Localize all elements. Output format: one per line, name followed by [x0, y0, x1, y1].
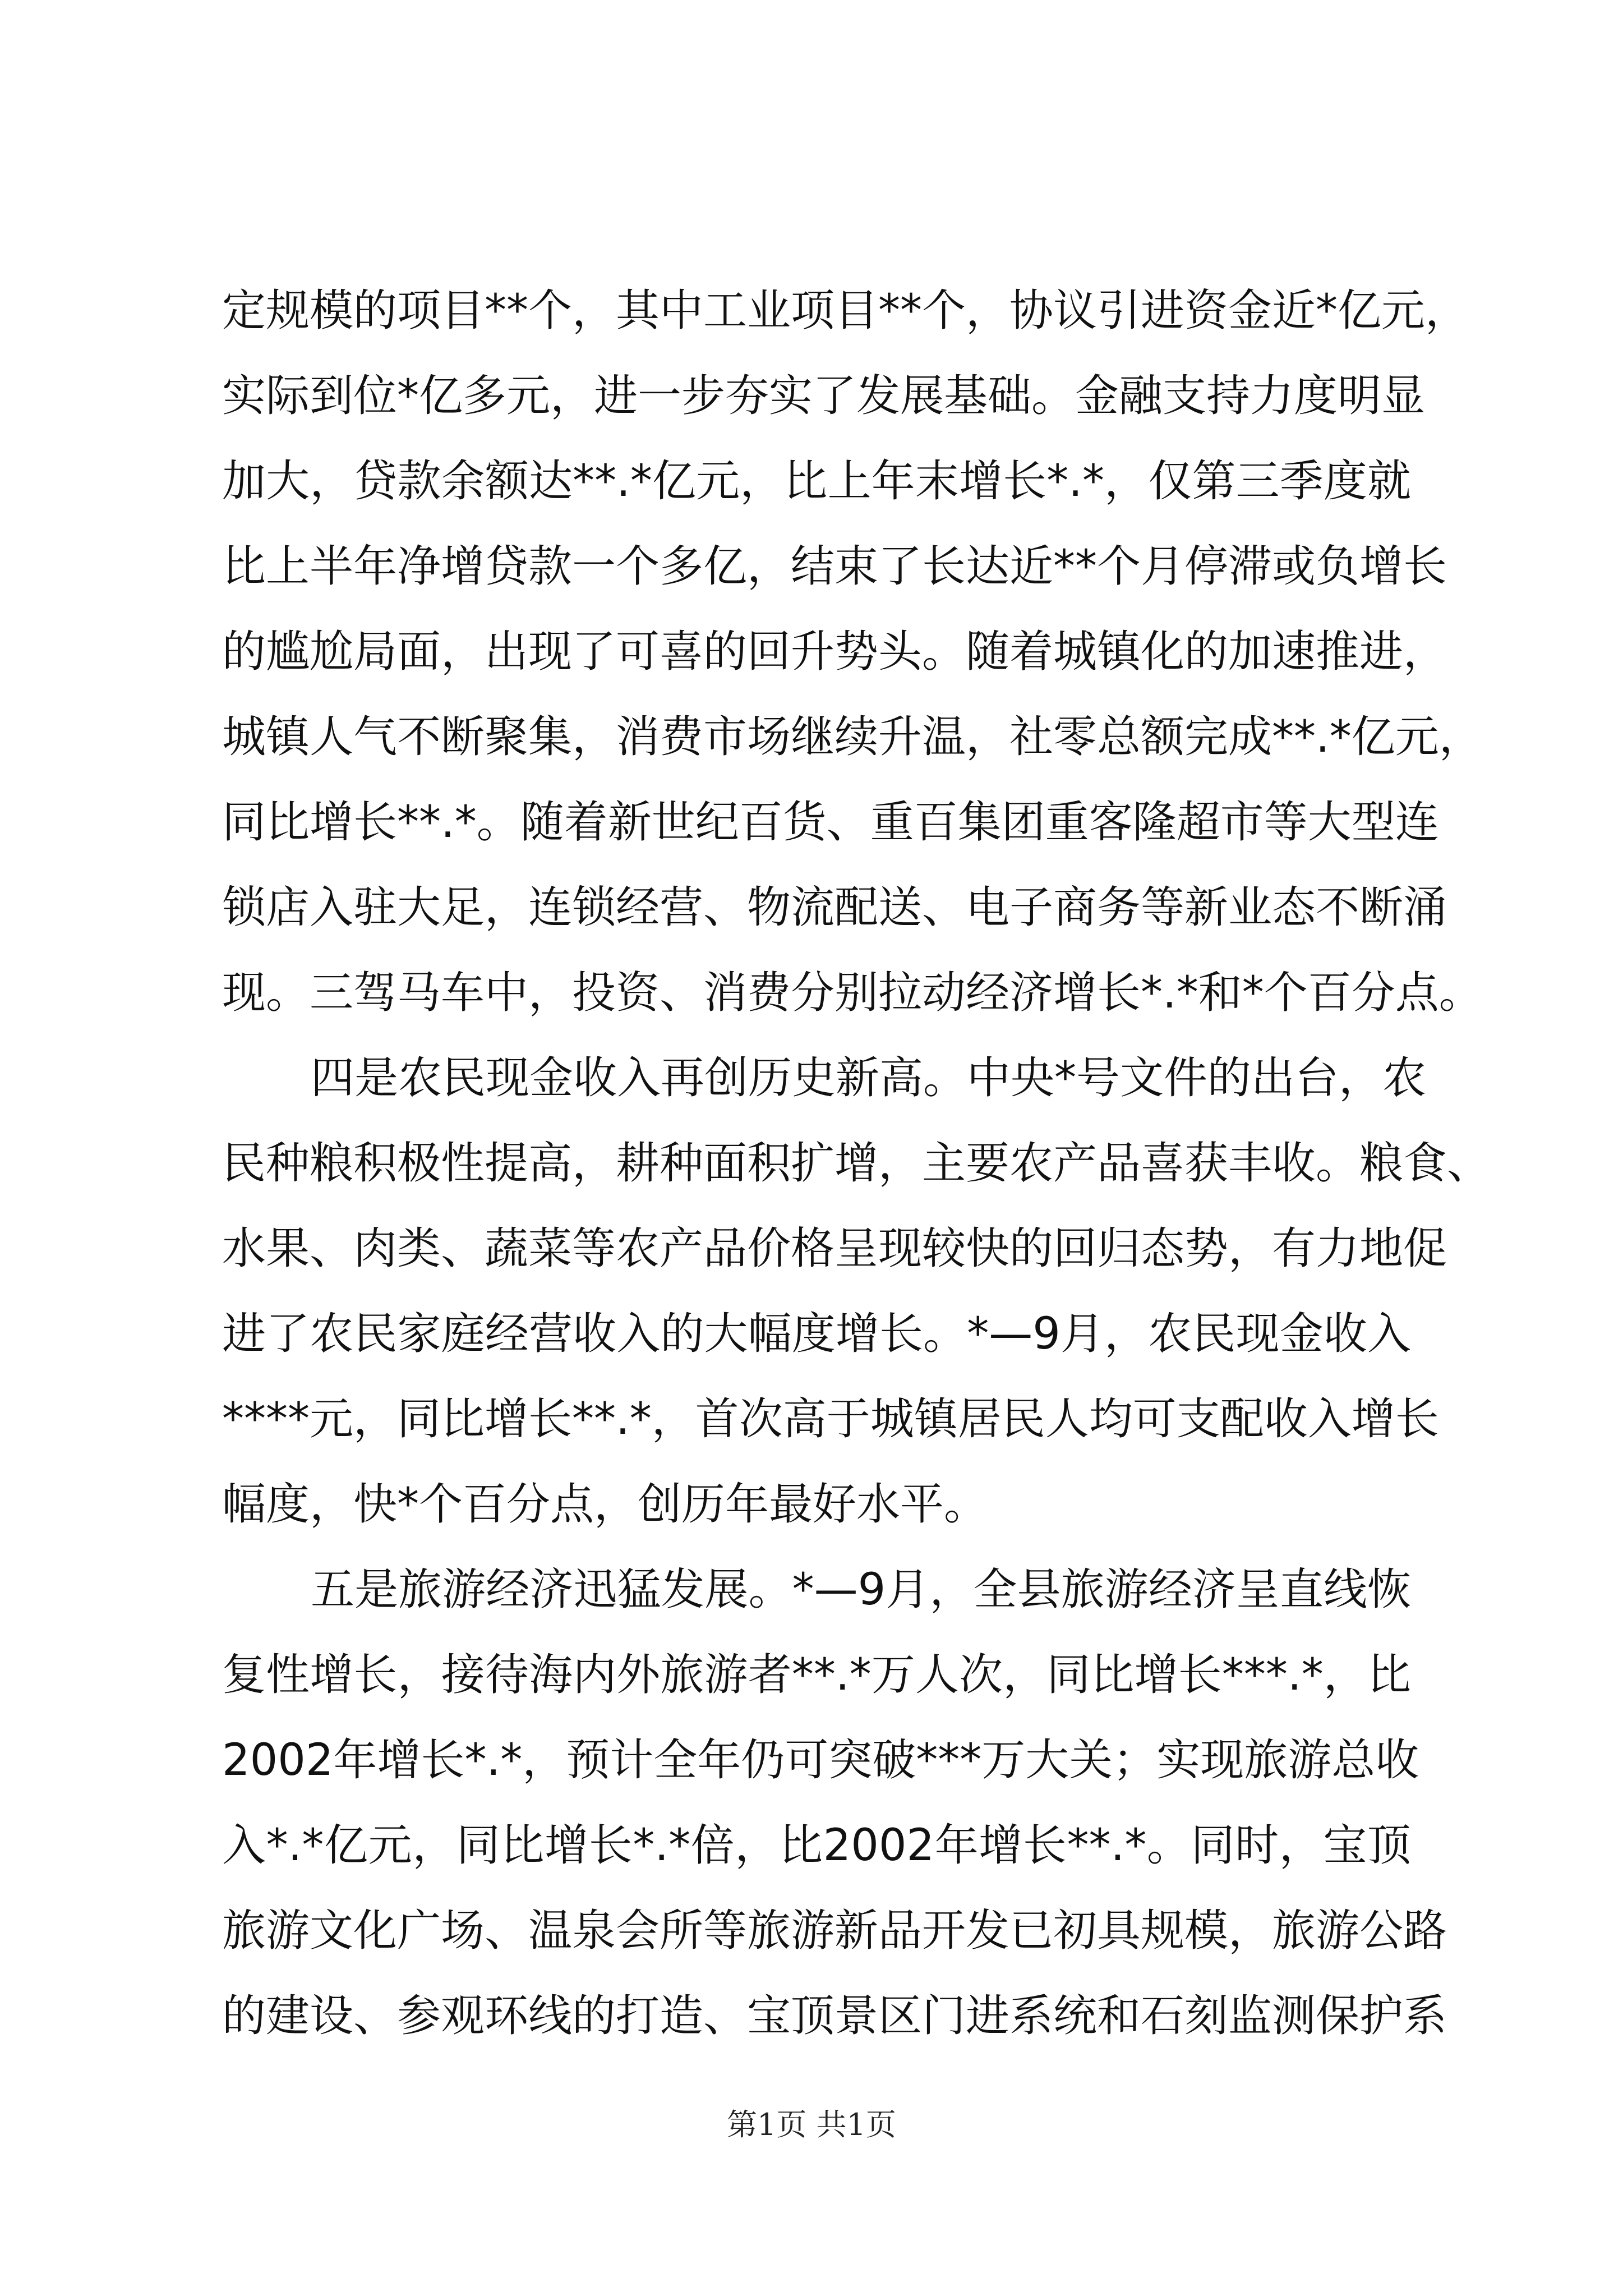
- text-line: 复性增长，接待海内外旅游者**.*万人次，同比增长***.*，比: [222, 1650, 1411, 1700]
- text-line: 实际到位*亿多元，进一步夯实了发展基础。金融支持力度明显: [222, 371, 1426, 421]
- text-line: 现。三驾马车中，投资、消费分别拉动经济增长*.*和*个百分点。: [222, 968, 1483, 1018]
- page-number-footer: 第1页 共1页: [727, 2107, 896, 2142]
- text-line: 加大，贷款余额达**.*亿元，比上年末增长*.*，仅第三季度就: [222, 456, 1411, 507]
- text-line: 旅游文化广场、温泉会所等旅游新品开发已初具规模，旅游公路: [222, 1906, 1447, 1956]
- text-line: 的建设、参观环线的打造、宝顶景区门进系统和石刻监测保护系: [222, 1991, 1447, 2041]
- text-line: 进了农民家庭经营收入的大幅度增长。*—9月，农民现金收入: [222, 1309, 1411, 1359]
- text-line: 比上半年净增贷款一个多亿，结束了长达近**个月停滞或负增长: [222, 541, 1447, 592]
- text-line: ****元，同比增长**.*，首次高于城镇居民人均可支配收入增长: [222, 1394, 1439, 1444]
- text-line: 锁店入驻大足，连锁经营、物流配送、电子商务等新业态不断涌: [222, 882, 1447, 933]
- paragraph-start-line: 五是旅游经济迅猛发展。*—9月，全县旅游经济呈直线恢: [311, 1565, 1411, 1615]
- paragraph-start-line: 四是农民现金收入再创历史新高。中央*号文件的出台，农: [311, 1053, 1427, 1103]
- text-line: 民种粮积极性提高，耕种面积扩增，主要农产品喜获丰收。粮食、: [222, 1138, 1491, 1189]
- text-line: 幅度，快*个百分点，创历年最好水平。: [222, 1479, 988, 1530]
- text-line: 水果、肉类、蔬菜等农产品价格呈现较快的回归态势，有力地促: [222, 1223, 1447, 1274]
- text-line: 同比增长**.*。随着新世纪百货、重百集团重客隆超市等大型连: [222, 797, 1439, 848]
- text-line: 的尴尬局面，出现了可喜的回升势头。随着城镇化的加速推进，: [222, 627, 1447, 677]
- document-body: [222, 268, 1491, 2059]
- text-line: 2002年增长*.*，预计全年仍可突破***万大关；实现旅游总收: [222, 1735, 1419, 1786]
- text-line: 定规模的项目**个，其中工业项目**个，协议引进资金近*亿元，: [222, 286, 1469, 336]
- text-line: 城镇人气不断聚集，消费市场继续升温，社零总额完成**.*亿元，: [222, 712, 1483, 762]
- text-line: 入*.*亿元，同比增长*.*倍，比2002年增长**.*。同时，宝顶: [222, 1820, 1411, 1871]
